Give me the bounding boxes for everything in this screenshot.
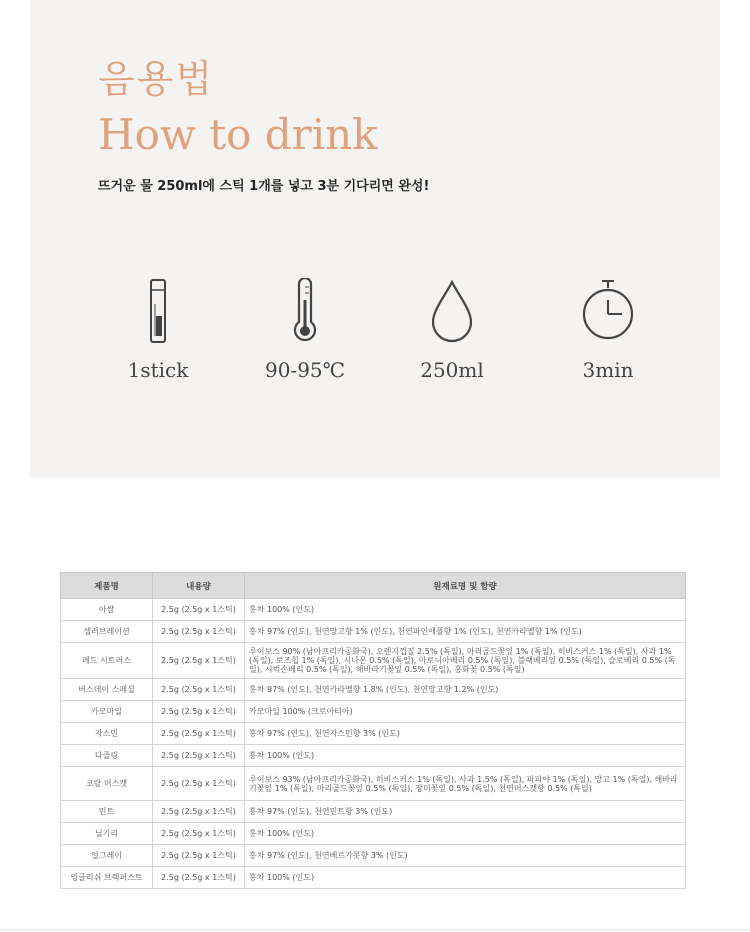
product-volume: 2.5g (2.5g x 1스틱) [153, 621, 245, 643]
product-name: 민트 [61, 801, 153, 823]
product-ingredients: 카모마일 100% (크로아티아) [245, 701, 686, 723]
product-name: 카모마일 [61, 701, 153, 723]
product-volume: 2.5g (2.5g x 1스틱) [153, 767, 245, 801]
product-name: 닐기리 [61, 823, 153, 845]
product-ingredients: 홍차 97% (인도), 천연카라멜향 1.8% (인도), 천연망고향 1.2% (인도) [245, 679, 686, 701]
product-volume: 2.5g (2.5g x 1스틱) [153, 723, 245, 745]
product-volume: 2.5g (2.5g x 1스틱) [153, 801, 245, 823]
water-drop-icon [427, 278, 477, 344]
product-volume: 2.5g (2.5g x 1스틱) [153, 823, 245, 845]
product-name: 버스데이 스페셜 [61, 679, 153, 701]
instruction-text: 뜨거운 물 250ml에 스틱 1개를 넣고 3분 기다리면 완성! [98, 179, 430, 194]
product-volume: 2.5g (2.5g x 1스틱) [153, 643, 245, 679]
product-name: 자스민 [61, 723, 153, 745]
step-label: 250ml [420, 358, 484, 382]
table-row [61, 767, 686, 801]
step-label: 1stick [127, 358, 189, 382]
product-volume: 2.5g (2.5g x 1스틱) [153, 599, 245, 621]
product-volume: 2.5g (2.5g x 1스틱) [153, 745, 245, 767]
product-ingredients: 루이보스 90% (남아프리카공화국), 오렌지껍질 2.5% (독일), 마리골드꽃잎 1% (독일), 히비스커스 1% (독일), 사과 1% (독일), 로즈힙 1% (독일), 시나몬 0.5% (독일), 아로니아베리 0.5% (독일), 블랙베리잎 0.5% (독일), 슬로베리 0.5% (독일), 시벅손베리 0.5% (독일), 해바라기꽃잎 0.5% (독일), 홍화꽃 0.5% (독일) [245, 643, 686, 679]
product-ingredients: 루이보스 93% (남아프리카공화국), 히비스커스 1% (독일), 사과 1.5% (독일), 파파야 1% (독일), 망고 1% (독일), 해바라기꽃잎 1% (독일), 마리골드꽃잎 0.5% (독일), 장미꽃잎 0.5% (독일), 천연머스캣향 0.5% (독일) [245, 767, 686, 801]
table-row [61, 823, 686, 845]
table-row [61, 723, 686, 745]
table-row [61, 621, 686, 643]
product-volume: 2.5g (2.5g x 1스틱) [153, 679, 245, 701]
table-row [61, 701, 686, 723]
table-header-row [61, 573, 686, 599]
ingredients-table [60, 572, 686, 889]
thermometer-icon [285, 278, 325, 344]
tea-stick-icon [138, 278, 178, 344]
table-row [61, 845, 686, 867]
table-row [61, 679, 686, 701]
product-volume: 2.5g (2.5g x 1스틱) [153, 845, 245, 867]
step-label: 3min [582, 358, 634, 382]
table-row [61, 599, 686, 621]
product-name: 셀러브레이션 [61, 621, 153, 643]
product-name: 얼그레이 [61, 845, 153, 867]
product-ingredients: 홍차 100% (인도) [245, 867, 686, 889]
step-stick [98, 278, 218, 382]
product-name: 아쌈 [61, 599, 153, 621]
step-label: 90-95℃ [264, 358, 346, 382]
timer-icon [578, 278, 638, 344]
product-ingredients: 홍차 100% (인도) [245, 745, 686, 767]
column-header-volume: 내용량 [153, 573, 245, 599]
step-water [392, 278, 512, 382]
product-volume: 2.5g (2.5g x 1스틱) [153, 701, 245, 723]
step-temperature [245, 278, 365, 382]
title-korean: 음용법 [98, 57, 215, 101]
product-ingredients: 홍차 100% (인도) [245, 599, 686, 621]
product-ingredients: 홍차 97% (인도), 천연자스민향 3% (인도) [245, 723, 686, 745]
column-header-ingredients: 원재료명 및 함량 [245, 573, 686, 599]
column-header-product: 제품명 [61, 573, 153, 599]
table-row [61, 867, 686, 889]
product-ingredients: 홍차 97% (인도), 천연망고향 1% (인도), 천연파인애플향 1% (인도), 천연카라멜향 1% (인도) [245, 621, 686, 643]
table-row [61, 643, 686, 679]
product-ingredients: 홍차 97% (인도), 천연민트향 3% (인도) [245, 801, 686, 823]
table-row [61, 745, 686, 767]
product-ingredients: 홍차 100% (인도) [245, 823, 686, 845]
page-divider [0, 929, 750, 930]
product-name: 잉글리쉬 브렉퍼스트 [61, 867, 153, 889]
table-row [61, 801, 686, 823]
product-volume: 2.5g (2.5g x 1스틱) [153, 867, 245, 889]
product-name: 레드 시트러스 [61, 643, 153, 679]
product-name: 코랄 머스캣 [61, 767, 153, 801]
title-english: How to drink [98, 110, 378, 159]
product-name: 다즐링 [61, 745, 153, 767]
step-time [548, 278, 668, 382]
product-ingredients: 홍차 97% (인도), 천연베르가못향 3% (인도) [245, 845, 686, 867]
